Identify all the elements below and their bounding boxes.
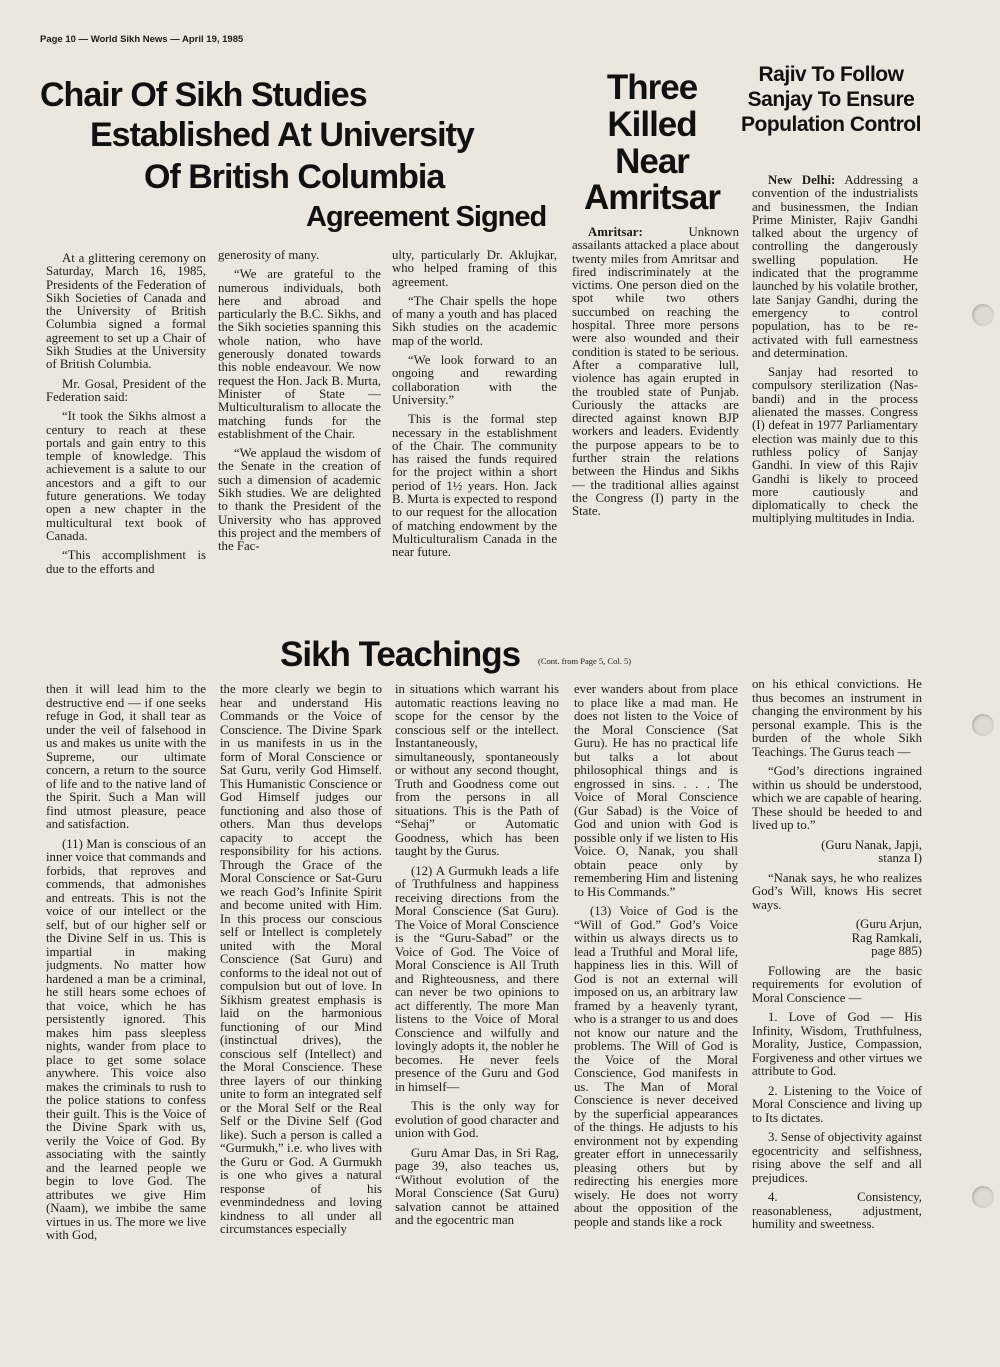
teachings-col1 bbox=[46, 683, 206, 1323]
page-folio: Page 10 — World Sikh News — April 19, 1985 bbox=[40, 34, 244, 45]
article-paragraph: “It took the Sikhs almost a century to reach at these portals and gain entry to this temple of knowledge. This achievement is a salute to our ancestors and a gift to our future generations. We today open a new chapter in the multicultural text book of Canada. bbox=[46, 409, 206, 543]
binder-hole bbox=[972, 1186, 994, 1208]
article-paragraph: the more clearly we begin to hear and understand His Commands or the Voice of Conscience. The Divine Spark in us manifests in us in the form of Moral Conscience or Sat Guru, verily God Himself. This Humanistic Conscience or God Himself judges our functioning and also those of others. Man thus develops capacity to accept the responsibility for his actions. Through the Grace of the Moral Conscience or Sat-Guru we reach God’s Infinite Spirit and become united with Him. In this process our conscious self or Intellect is completely united with the Moral Conscience (Sat Guru) and conforms to the ideal not out of compulsion but out of love. In Sikhism greatest emphasis is laid on the harmonious functioning of our Mind (instinctual drives), the conscious self (Intellect) and the Moral Conscience. These three layers of our thinking unite to form an integrated self or the Moral Self or the Real Self or the Divine Self (God like). Such a person is called a “Gurmukh,” i.e. who lives with the Guru or God. A Gurmukh is one who gives a natural response of his evenmindedness and loving kindness to all under all circumstances especially bbox=[220, 683, 382, 1236]
teachings-col2 bbox=[220, 683, 382, 1323]
binder-hole bbox=[972, 714, 994, 736]
amritsar-headline: Three Killed Near Amritsar bbox=[584, 68, 720, 218]
list-item: 4. Consistency, reasonableness, adjustment, humility and sweetness. bbox=[752, 1190, 922, 1231]
quote-source-line: stanza I) bbox=[878, 851, 922, 865]
article-paragraph: This is the formal step necessary in the establishment of the Chair. The community has raised the funds required for the project within a short period of 1½ years. Hon. Jack B. Murta is expected to respond to our request for the allocation of matching endowment by the Multiculturalism Canada in the near future. bbox=[392, 412, 557, 560]
article-paragraph: ever wanders about from place to place like a mad man. He does not listen to the Voice of the Moral Conscience (Sat Guru). He has no practical life but talks a lot about philosophical things and is engrossed in sins. . . . The Voice of Moral Conscience (Gur Sabad) is the Voice of God and union with God is possible only if we listen to His Voice. O, Nanak, you shall obtain peace only by remembering Him and listening to His Commands.” bbox=[574, 683, 738, 899]
article-paragraph: in situations which warrant his automatic reactions leaving no scope for the censor by the conscious self or the intellect. Instantaneously, simultaneously, spontaneously or without any second thought, Truth and Goodness come out from the persons in all situations. This is the Path of “Sehaj” or Automatic Goodness, which has been taught by the Gurus. bbox=[395, 683, 559, 858]
article-paragraph: Unknown assailants attacked a place about twenty miles from Amritsar and fired indiscriminately at the victims. One person died on the spot while two others succumbed on reaching the hospital. Three more persons were also wounded and their condition is stated to be serious. After a comparative lull, violence has again erupted in the troubled state of Punjab. Curiously the attacks are directed against known BJP workers and leaders. Evidently the purpose appears to be to further strain the relations between the Hindus and Sikhs — the traditional allies against the Congress (I) party in the State. bbox=[572, 226, 739, 519]
rajiv-headline: Rajiv To Follow Sanjay To Ensure Population Control bbox=[741, 63, 921, 137]
article-paragraph: “We look forward to an ongoing and rewarding collaboration with the University.” bbox=[392, 353, 557, 407]
article-paragraph: (12) A Gurmukh leads a life of Truthfulness and happiness receiving directions from the Moral Conscience (Sat Guru). The Voice of Moral Conscience is the “Guru-Sabad” or the Voice of God. The Voice of Moral Conscience is All Truth and Righteousness, and there can never be two opinions to act differently. The more Man listens to the Voice of Moral Conscience and wilfully and lovingly adopts it, the nobler he becomes. He never feels presence of the Guru and God in himself— bbox=[395, 863, 559, 1094]
article-paragraph: “This accomplishment is due to the efforts and bbox=[46, 548, 206, 576]
article-paragraph: (11) Man is conscious of an inner voice that commands and forbids, that reproves and commends, that admonishes and entreats. This is not the voice of our intellect or the self, but of our higher self or the Divine Self in us. This is impartial in making judgments. No matter how hardened a man be a criminal, he still hears some echoes of that voice, which he has persistently ignored. This makes him pass sleepless nights, wander from place to place to get some solace anywhere. This voice also makes the criminals to rush to the police stations to confess their guilt. This is the Voice of the Divine Spark with us, verily the Voice of God. By associating with the saintly and the learned people we begin to love God. The attributes we give Him (Naam), we imbibe the same virtues in us. The more we live with God, bbox=[46, 836, 206, 1242]
article-paragraph: on his ethical convictions. He thus becomes an instrument in changing the environment by his personal example. This is the burden of the whole Sikh Teachings. The Gurus teach — bbox=[752, 678, 922, 759]
chair-headline-line1: Chair Of Sikh Studies bbox=[40, 76, 367, 114]
article-paragraph: Guru Amar Das, in Sri Rag, page 39, also teaches us, “Without evolution of the Moral Conscience (Sat Guru) salvation cannot be attained and the egocentric man bbox=[395, 1145, 559, 1227]
rajiv-article bbox=[752, 174, 918, 624]
rajiv-dateline: New Delhi: bbox=[768, 174, 836, 187]
quote-source-line: Rag Ramkali, bbox=[851, 930, 922, 945]
quote-source-line: (Guru Arjun, bbox=[855, 917, 922, 931]
article-paragraph: ulty, particularly Dr. Aklujkar, who helped framing of this agreement. bbox=[392, 249, 557, 289]
article-paragraph: Following are the basic requirements for evolution of Moral Conscience — bbox=[752, 963, 922, 1005]
quote-source-line: (Guru Nanak, Japji, bbox=[821, 837, 922, 852]
teachings-col3 bbox=[395, 683, 559, 1323]
article-paragraph: Addressing a convention of the industrialists and businessmen, the Indian Prime Minister, Rajiv Gandhi talked about the urgency of controlling the dangerously swelling population. He indicated that the programme launched by his volatile brother, late Sanjay Gandhi, during the emergency to control population, has to be re-activated with full earnestness and determination. bbox=[752, 174, 918, 360]
continuation-note: (Cont. from Page 5, Col. 5) bbox=[538, 656, 632, 666]
quote-guru-arjun: “Nanak says, he who realizes God’s Will, knows His secret ways. bbox=[752, 870, 922, 912]
article-paragraph: This is the only way for evolution of good character and union with God. bbox=[395, 1099, 559, 1140]
article-paragraph: Mr. Gosal, President of the Federation said: bbox=[46, 376, 206, 404]
chair-article-col2 bbox=[218, 249, 381, 621]
article-paragraph: “The Chair spells the hope of many a youth and has placed Sikh studies on the academic map of the world. bbox=[392, 293, 557, 348]
teachings-col4 bbox=[574, 683, 738, 1323]
article-paragraph: “We are grateful to the numerous individuals, both here and abroad and particularly the B.C. Sikhs, and the Sikh societies spanning this whole nation, who have generously donated towards this noble endeavour. We now request the Hon. Jack B. Murta, Minister of State — Multiculturalism to allocate the matching funds for the establishment of the Chair. bbox=[218, 267, 381, 441]
chair-article-col1 bbox=[46, 252, 206, 622]
amritsar-article bbox=[572, 226, 739, 621]
article-paragraph: (13) Voice of God is the “Will of God.” God’s Voice within us always directs us to lead a Truthful and Moral life, happiness lies in this. Will of God is not an external will imposed on us, an arbitrary law framed by a heavenly tyrant, who is a stranger to us and does not know our nature and the problems. The Will of God is the Voice of the Moral Conscience, God manifests in us. The Man of Moral Conscience is never deceived by the superficial appearances of the things. He adjusts to his environment not by expending greater effort in unnecessarily pleasing others but by redirecting his energies more wisely. He does not worry about the opposition of the people and stands like a rock bbox=[574, 904, 738, 1229]
quote-guru-nanak: “God’s directions ingrained within us should be understood, which we are capable of hearing. These should be heeded to and lived up to.” bbox=[752, 764, 922, 832]
article-paragraph: At a glittering ceremony on Saturday, March 16, 1985, Presidents of the Federation of Sikh Societies of Canada and the University of British Columbia signed a formal agreement to set up a Chair of Sikh Studies at the University of British Columbia. bbox=[46, 252, 206, 372]
chair-subheadline: Agreement Signed bbox=[306, 201, 547, 233]
binder-hole bbox=[972, 304, 994, 326]
article-paragraph: Sanjay had resorted to compulsory sterilization (Nas-bandi) and in the process alienated the masses. Congress (I) defeat in 1977 Parliamentary election was mainly due to this ruthless policy of Sanjay Gandhi. In view of this Rajiv Gandhi is likely to proceed more cautiously and diplomatically to check the multiplying multitudes in India. bbox=[752, 365, 918, 526]
quote-source-line: page 885) bbox=[871, 944, 922, 958]
amritsar-dateline: Amritsar: bbox=[588, 226, 643, 239]
chair-headline-line2: Established At University bbox=[90, 116, 474, 154]
article-paragraph: “We applaud the wisdom of the Senate in the creation of such a dimension of academic Sikh studies. We are delighted to thank the President of the University who has approved this project and the members of the Fac- bbox=[218, 446, 381, 554]
chair-headline-line3: Of British Columbia bbox=[144, 158, 445, 196]
chair-article-col3 bbox=[392, 249, 557, 621]
teachings-col5 bbox=[752, 678, 922, 1328]
list-item: 3. Sense of objectivity against egocentricity and selfishness, rising above the self and all prejudices. bbox=[752, 1130, 922, 1185]
article-paragraph: generosity of many. bbox=[218, 249, 320, 262]
list-item: 1. Love of God — His Infinity, Wisdom, Truthfulness, Morality, Justice, Compassion, Forgiveness and other virtues we attribute to God. bbox=[752, 1010, 922, 1078]
teachings-headline: Sikh Teachings bbox=[280, 635, 521, 674]
list-item: 2. Listening to the Voice of Moral Conscience and living up to Its dictates. bbox=[752, 1083, 922, 1125]
article-paragraph: then it will lead him to the destructive end — if one seeks refuge in God, it shall tear as under the veil of falsehood in us and makes us unite with the Supreme, our ultimate concern, a return to the source of life and to the native land of the Spirit. Such a Man will find utmost pleasure, peace and satisfaction. bbox=[46, 683, 206, 831]
